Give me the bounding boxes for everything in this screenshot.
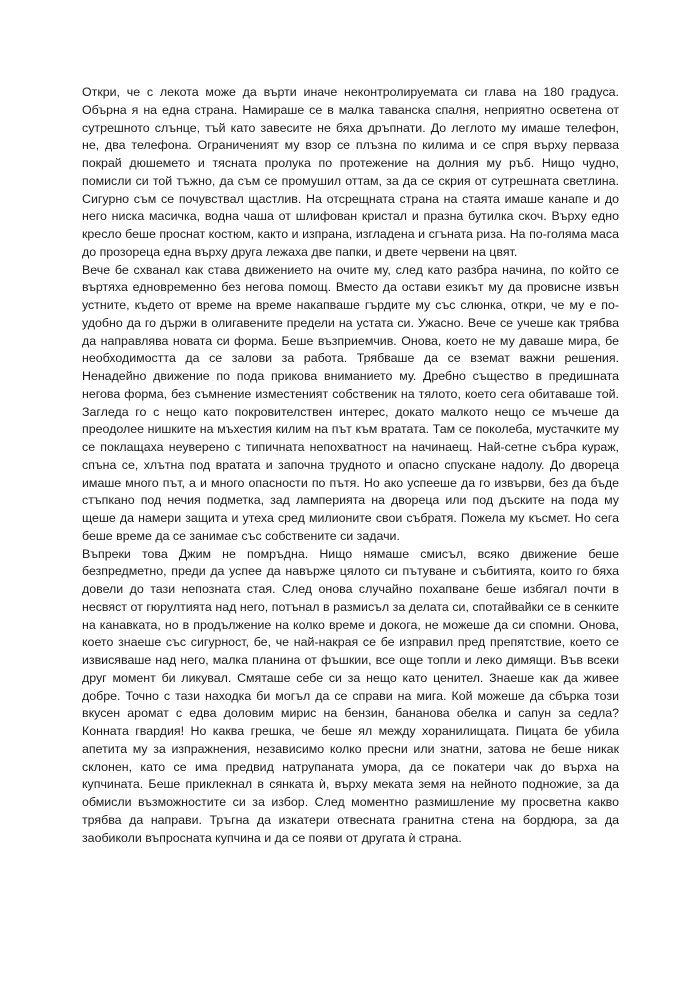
- paragraph: Откри, че с лекота може да върти иначе неконтролируемата си глава на 180 градуса. Обърна я на една страна. Намираше се в малка таванска спалня, неприятно осветена от сутрешното слънце, тъй като завесите не бяха дръпнати. До леглото му имаше телефон, не, два телефона. Ограниченият му взор се плъзна по килима и се спря върху перваза покрай дюшемето и тясната пролука по протежение на долния му ръб. Нищо чудно, помисли си той тъжно, да съм се промушил оттам, за да се скрия от сутрешната светлина. Сигурно съм се почувствал щастлив. На отсрещната страна на стаята имаше канапе и до него ниска масичка, водна чаша от шлифован кристал и празна бутилка скоч. Върху едно кресло беше проснат костюм, както и изпрана, изгладена и сгъната риза. На по-голяма маса до прозореца една върху друга лежаха две папки, и двете червени на цвят.: [82, 85, 619, 259]
- paragraph: Въпреки това Джим не помръдна. Нищо нямаше смисъл, всяко движение беше безпредметно, преди да успее да навърже цялото си пътуване и събитията, които го бяха довели до тази непозната стая. След онова случайно похапване беше избягал почти в несвяст от гюрултията над него, потънал в размисъл за делата си, спотайвайки се в сенките на канавката, но в продължение на колко време и докога, не можеше да си спомни. Онова, което знаеше със сигурност, бе, че най-накрая се бе изправил пред препятствие, което се извисяваше над него, малка планина от фъшкии, все още топли и леко димящи. Във всеки друг момент би ликувал. Смяташе себе си за нещо като ценител. Знаеше как да живее добре. Точно с тази находка би могъл да се справи на мига. Кой можеше да сбърка този вкусен аромат с едва доловим мирис на бензин, бананова обелка и сапун за седла? Конната гвардия! Но каква грешка, че беше ял между хоранилищата. Пицата бе убила апетита му за изпражнения, независимо колко пресни или знатни, затова не беше никак склонен, като се има предвид натрупаната умора, да се покатери чак до върха на купчината. Беше приклекнал в сянката ѝ, върху меката земя на нейното подножие, за да обмисли възможностите си за избор. След моментно размишление му просветна какво трябва да направи. Тръгна да изкатери отвесната гранитна стена на бордюра, за да заобиколи въпросната купчина и да се появи от другата ѝ страна.: [82, 546, 619, 845]
- body-text: [82, 84, 619, 847]
- paragraph: Вече бе схванал как става движението на очите му, след като разбра начина, по който се въртяха едновременно без негова помощ. Вместо да остави езикът му да провисне извън устните, където от време на време накапваше гърдите му със слюнка, откри, че му е по-удобно да го държи в олигавените предели на устата си. Ужасно. Вече се учеше как трябва да направлява новата си форма. Беше възприемчив. Онова, което не му даваше мира, бе необходимостта да се залови за работа. Трябваше да се вземат важни решения. Ненадейно движение по пода прикова вниманието му. Дребно същество в предишната негова форма, без съмнение изместеният собственик на тялото, което сега обитаваше той. Загледа го с нещо като покровителствен интерес, докато малкото нещо се мъчеше да преодолее нишките на мъхестия килим на път към вратата. Там се поколеба, мустачките му се поклащаха неуверено с типичната непохватност на начинаещ. Най-сетне събра кураж, спъна се, хлътна под вратата и започна трудното и опасно спускане надолу. До двореца имаше много път, а и много опасности по пътя. Но ако успееше да го извърви, без да бъде стъпкано под нечия подметка, зад ламперията на двореца или под дъските на пода му щеше да намери защита и утеха сред милионите свои събратя. Пожела му късмет. Но сега беше време да се занимае със собствените си задачи.: [82, 262, 619, 543]
